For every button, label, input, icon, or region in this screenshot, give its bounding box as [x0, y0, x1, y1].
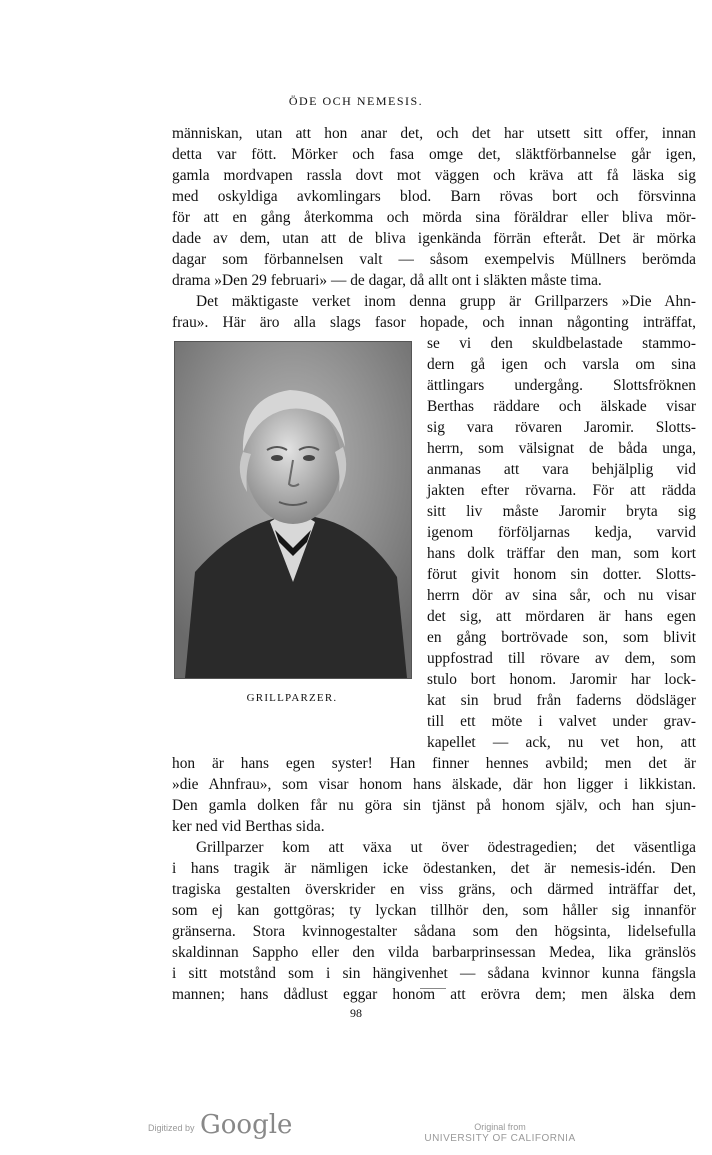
text-line: jakten efter rövarna. För att rädda	[427, 482, 696, 499]
text-line: till ett möte i valvet under grav-	[427, 713, 696, 730]
text-line: som ej kan gottgöras; ty lyckan tillhör den, som håller sig innanför	[172, 902, 696, 919]
page-number: 98	[350, 1006, 362, 1020]
text-line: gränserna. Stora kvinnogestalter sådana som den högsinta, lidelsefulla	[172, 923, 696, 940]
text-line: Den gamla dolken får nu göra sin tjänst på honom själv, och han sjun-	[172, 797, 696, 814]
original-from-block	[420, 1122, 580, 1144]
text-line: dade av dem, utan att de bliva igenkända förrän efteråt. Det är mörka	[172, 230, 696, 247]
text-line: gamla mordvapen rassla dovt mot väggen och kräva att få läska sig	[172, 167, 696, 184]
text-line: hon är hans egen syster! Han finner hennes avbild; men det är	[172, 755, 696, 772]
text-line: kapellet — ack, nu vet hon, att	[427, 734, 696, 751]
text-line: i sitt motstånd som i sin hängivenhet — sådana kvinnor kunna fängsla	[172, 965, 696, 982]
text-line: igenom förföljarnas kedja, varvid	[427, 524, 696, 541]
running-head: ÖDE OCH NEMESIS.	[288, 94, 424, 108]
text-line: sig vara rövaren Jaromir. Slotts-	[427, 419, 696, 436]
text-line: sitt liv måste Jaromir bryta sig	[427, 503, 696, 520]
page-number-rule	[420, 988, 446, 989]
university-label: UNIVERSITY OF CALIFORNIA	[424, 1133, 576, 1144]
text-line: en gång bortrövade son, som blivit	[427, 629, 696, 646]
grillparzer-portrait	[175, 342, 411, 678]
original-from-label: Original from	[474, 1122, 526, 1132]
text-line: ättlingars undergång. Slottsfröknen	[427, 377, 696, 394]
text-line: anmanas att vara behjälplig vid	[427, 461, 696, 478]
text-line: ker ned vid Berthas sida.	[172, 818, 325, 835]
text-line: kat sin brud från faderns dödsläger	[427, 692, 696, 709]
text-line: Det mäktigaste verket inom denna grupp är Grillparzers »Die Ahn-	[196, 293, 696, 310]
text-line: det sig, att mördaren är hans egen	[427, 608, 696, 625]
portrait-image	[174, 341, 412, 679]
text-line: förut givit honom sin dotter. Slotts-	[427, 566, 696, 583]
text-line: skaldinnan Sappho eller den vilda barbarprinsessan Medea, lika gränslös	[172, 944, 696, 961]
text-line: Berthas räddare och älskade visar	[427, 398, 696, 415]
digitized-by-label: Digitized by	[148, 1123, 195, 1133]
portrait-caption: GRILLPARZER.	[246, 692, 338, 704]
text-line: herrn, som välsignat de båda unga,	[427, 440, 696, 457]
text-line: frau». Här äro alla slags fasor hopade, och innan någonting inträffat,	[172, 314, 696, 331]
text-line: med oskyldiga avkomlingars blod. Barn rövas bort och försvinna	[172, 188, 696, 205]
text-line: i hans tragik är nämligen icke ödestanken, det är nemesis-idén. Den	[172, 860, 696, 877]
text-line: uppfostrad till rövare av dem, som	[427, 650, 696, 667]
text-line: dern gå igen och varsla om sina	[427, 356, 696, 373]
text-line: dagar som förbannelsen valt — såsom exempelvis Müllners berömda	[172, 251, 696, 268]
text-line: hans dolk träffar den man, som kort	[427, 545, 696, 562]
google-logo: Google	[200, 1110, 293, 1140]
text-line: herrn dör av sina sår, och nu visar	[427, 587, 696, 604]
text-line: tragiska gestalten överskrider en viss gräns, och därmed inträffar det,	[172, 881, 696, 898]
text-line: drama »Den 29 februari» — de dagar, då allt ont i släkten måste tima.	[172, 272, 602, 289]
text-line: detta var fött. Mörker och fasa omge det, släktförbannelse går igen,	[172, 146, 696, 163]
text-line: »die Ahnfrau», som visar honom hans älskade, där hon ligger i likkistan.	[172, 776, 696, 793]
text-line: för att en gång återkomma och mörda sina föräldrar eller bliva mör-	[172, 209, 696, 226]
text-line: människan, utan att hon anar det, och det har utsett sitt offer, innan	[172, 125, 696, 142]
text-line: se vi den skuldbelastade stammo-	[427, 335, 696, 352]
text-line: mannen; hans dådlust eggar honom att erövra dem; men älska dem	[172, 986, 696, 1003]
text-line: Grillparzer kom att växa ut över ödestragedien; det väsentliga	[196, 839, 696, 856]
text-line: stulo bort honom. Jaromir har lock-	[427, 671, 696, 688]
